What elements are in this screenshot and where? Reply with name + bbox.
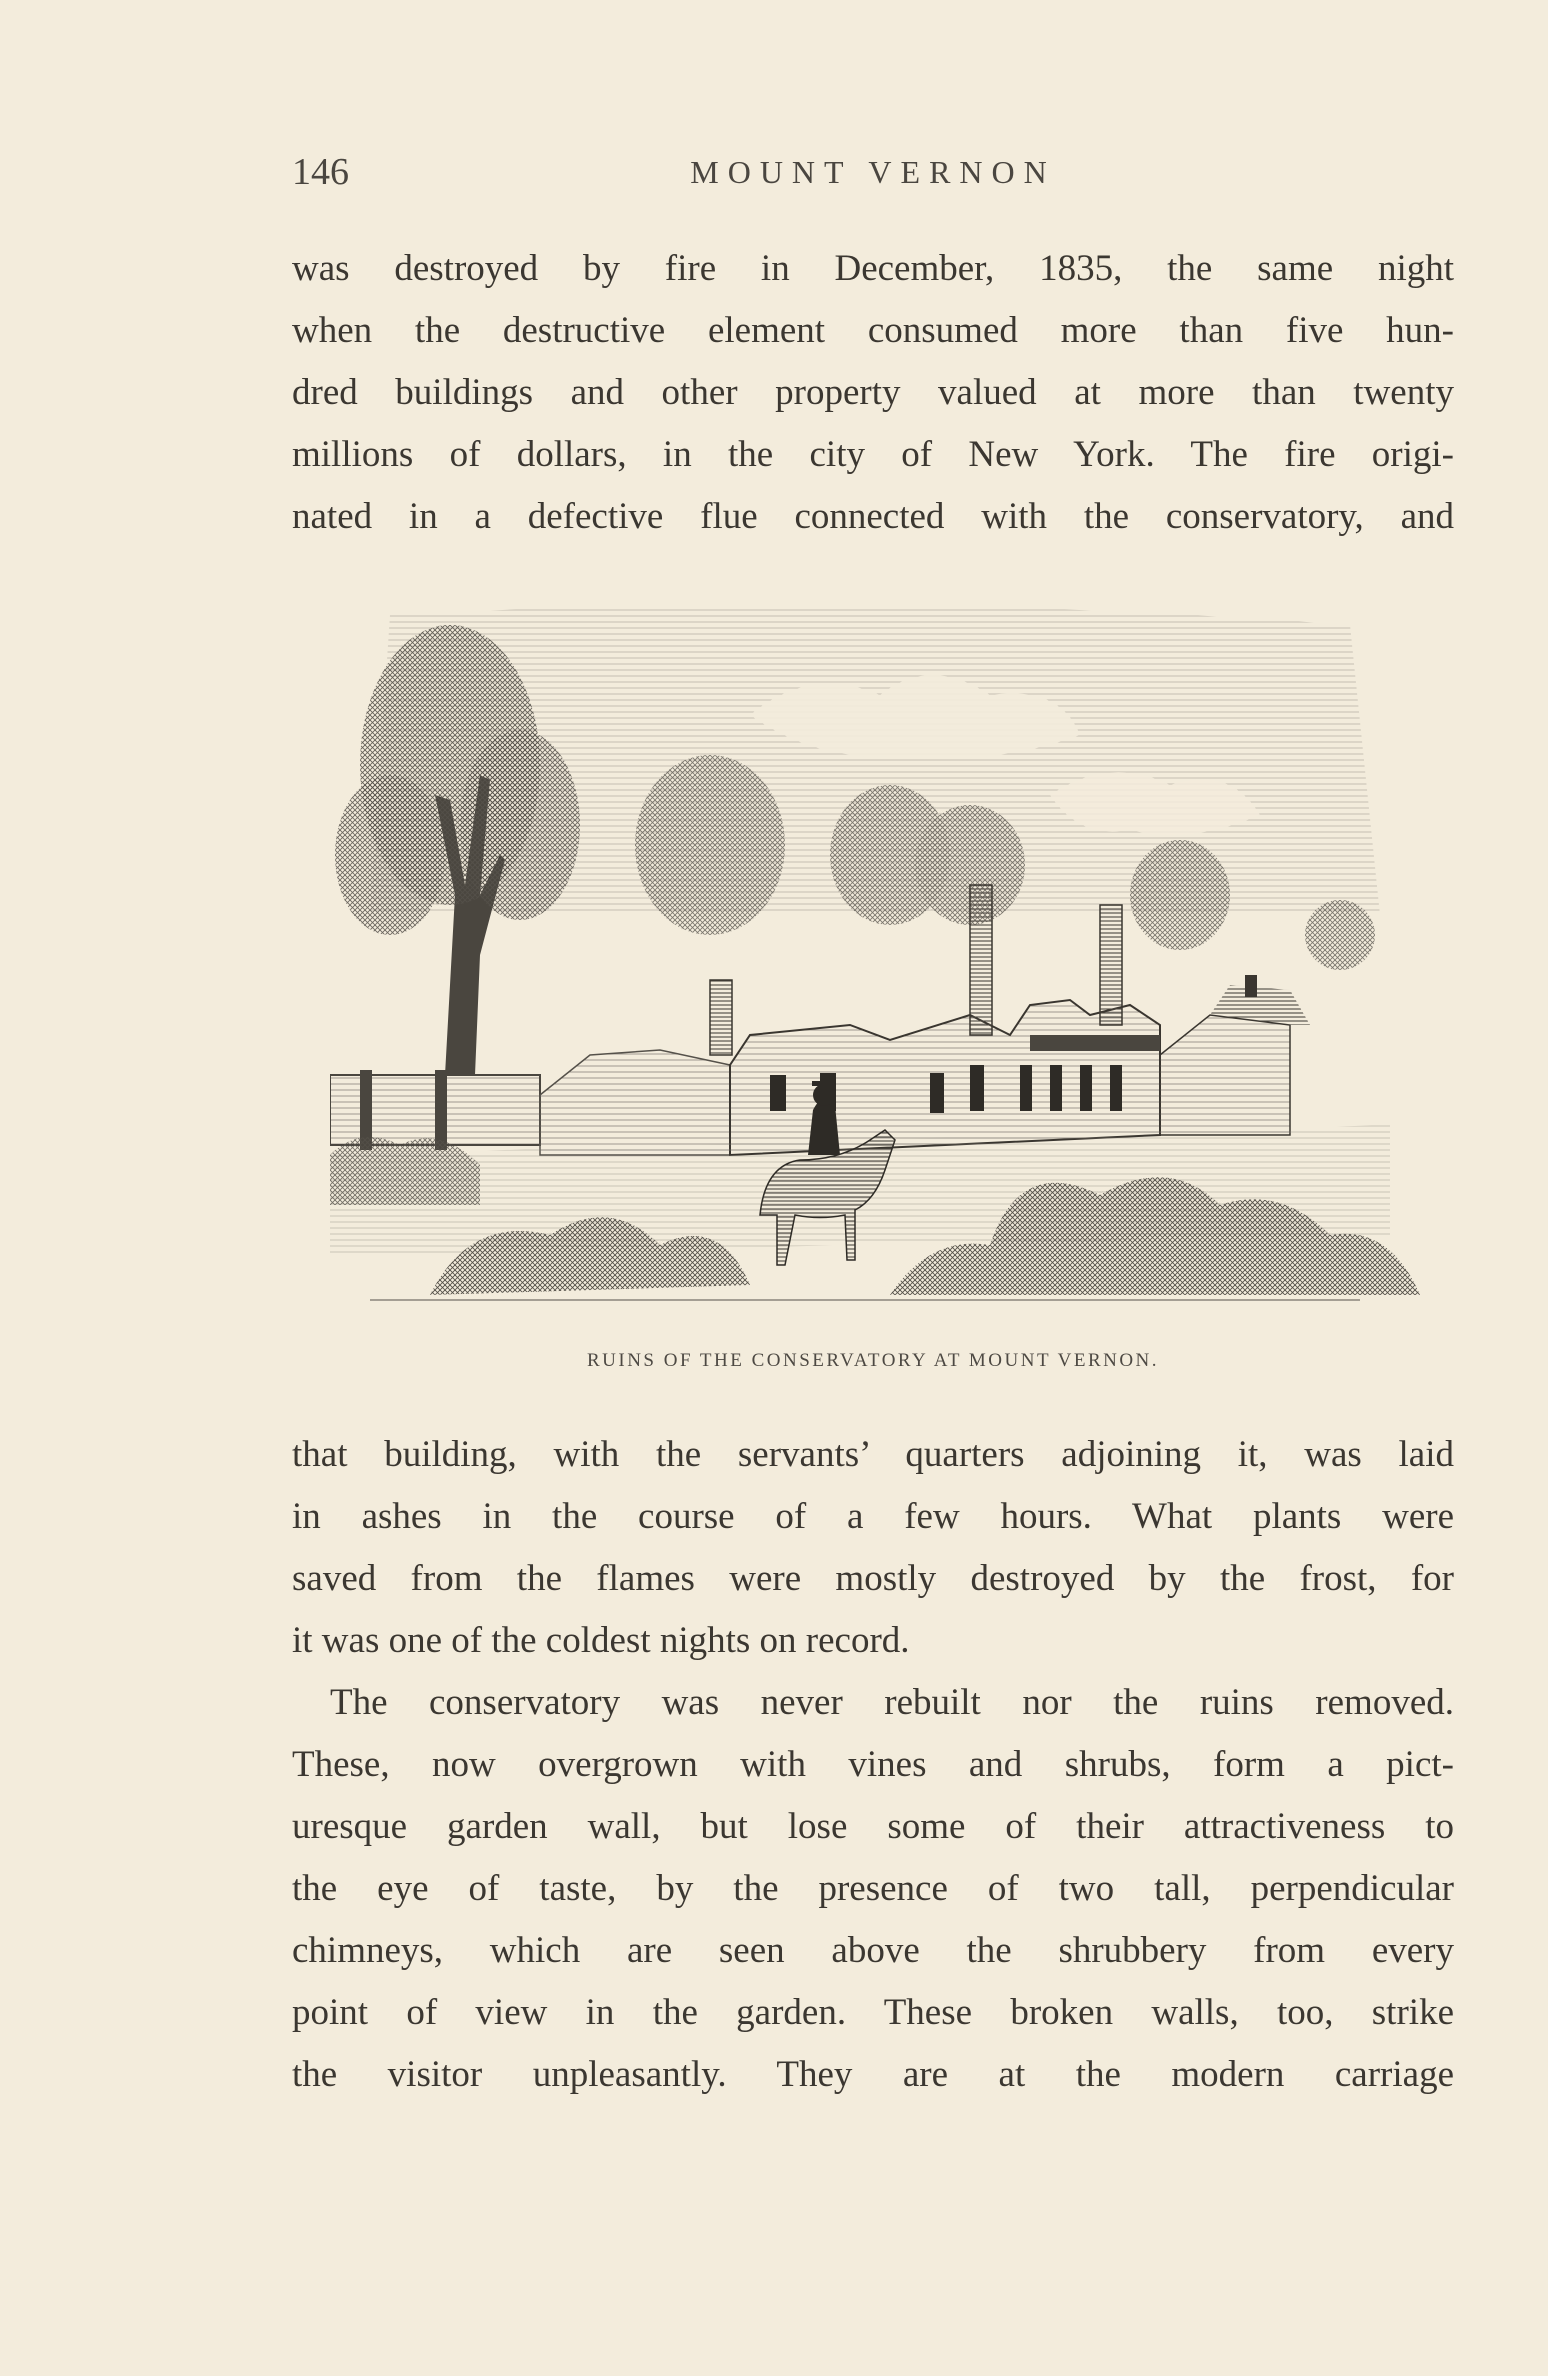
paragraph-1 [292, 238, 1454, 548]
text-line: millions of dollars, in the city of New York. The fire origi- [292, 434, 1454, 475]
text-line: dred buildings and other property valued at more than twenty [292, 372, 1454, 413]
engraving-illustration [330, 595, 1420, 1315]
servants-quarters [1160, 975, 1310, 1135]
conservatory-ruins [730, 885, 1160, 1155]
text-line: chimneys, which are seen above the shrubbery from every [292, 1930, 1454, 1971]
text-line: The conservatory was never rebuilt nor the ruins removed. [330, 1682, 1454, 1723]
chimney [1100, 905, 1122, 1025]
text-line: it was one of the coldest nights on record. [292, 1620, 910, 1661]
engraving-ruins-of-conservatory [330, 595, 1420, 1315]
figure-caption: RUINS OF THE CONSERVATORY AT MOUNT VERNON. [586, 1350, 1160, 1371]
chimney [970, 885, 992, 1035]
text-line: point of view in the garden. These broken walls, too, strike [292, 1992, 1454, 2033]
text-line: in ashes in the course of a few hours. What plants were [292, 1496, 1454, 1537]
text-line: These, now overgrown with vines and shrubs, form a pict- [292, 1744, 1454, 1785]
paragraph-2 [292, 1424, 1454, 1672]
text-line: saved from the flames were mostly destroyed by the frost, for [292, 1558, 1454, 1599]
garden-wall [330, 1050, 730, 1155]
text-line: when the destructive element consumed more than five hun- [292, 310, 1454, 351]
text-line: that building, with the servants’ quarters adjoining it, was laid [292, 1434, 1454, 1475]
running-title: MOUNT VERNON [690, 154, 1056, 190]
page-number: 146 [292, 151, 349, 193]
text-line: uresque garden wall, but lose some of their attractiveness to [292, 1806, 1454, 1847]
running-head [292, 150, 1454, 200]
text-line: the visitor unpleasantly. They are at the modern carriage [292, 2054, 1454, 2095]
paragraph-3 [292, 1672, 1454, 2106]
wall-post [710, 980, 732, 1055]
text-line: was destroyed by fire in December, 1835, the same night [292, 248, 1454, 289]
text-line: nated in a defective flue connected with the conservatory, and [292, 496, 1454, 537]
text-line: the eye of taste, by the presence of two tall, perpendicular [292, 1868, 1454, 1909]
